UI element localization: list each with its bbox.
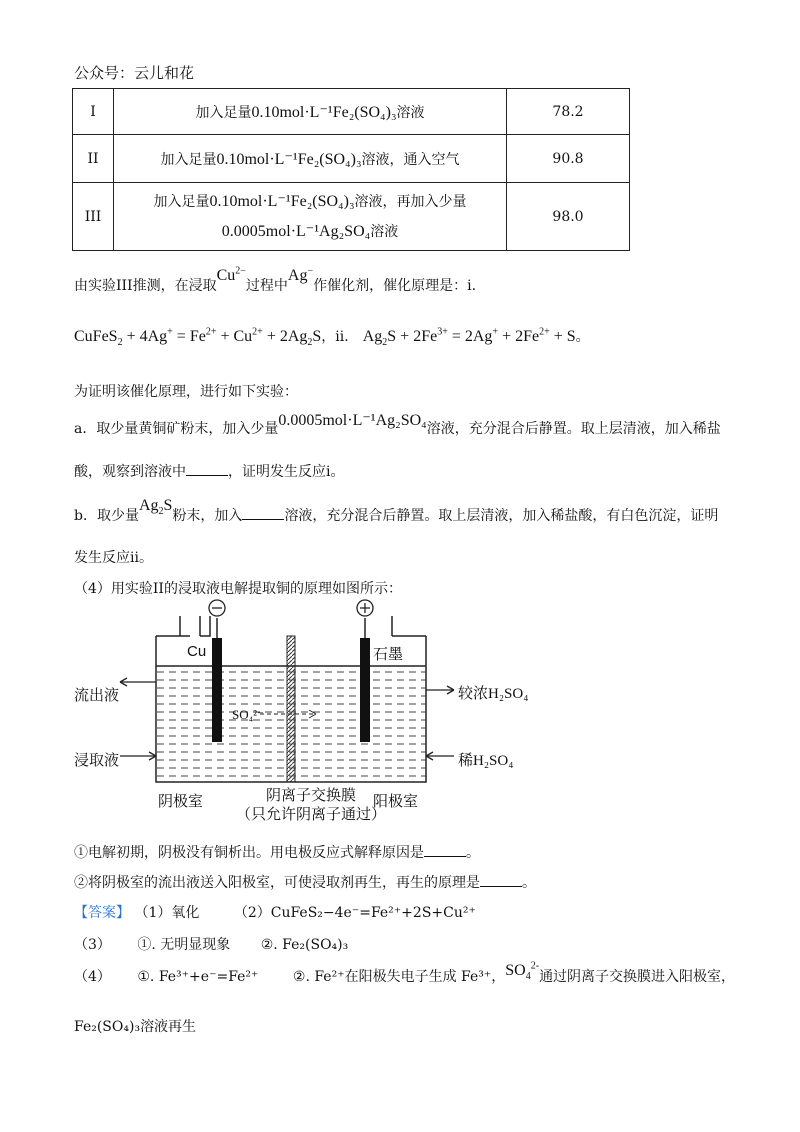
anion-exchange-membrane (287, 636, 295, 782)
row-condition: 加入足量0.10mol·L⁻¹Fe₂(SO₄)₃溶液，通入空气 (114, 135, 507, 183)
table-row (73, 135, 630, 183)
equation-i: CuFeS$_2$ + $4Ag^+ = Fe^{2+} + Cu^{2+} + 2Ag_2S$ (74, 326, 322, 349)
table-row (73, 183, 630, 251)
answer-blank[interactable] (480, 872, 522, 887)
experiment-a-line2: 酸，观察到溶液中 ，证明发生反应i。 (74, 461, 344, 481)
experiment-a: a．取少量黄铜矿粉末，加入少量0.0005mol·L⁻¹Ag₂SO₄溶液，充分混合后静置。取上层清液，加入稀盐 (74, 412, 721, 437)
row-id: I (73, 89, 114, 135)
cu-label: Cu (187, 643, 207, 660)
page-header: 公众号：云儿和花 (74, 65, 195, 82)
dense-acid-label: 较浓H₂SO₄ (458, 686, 529, 702)
row-id: II (73, 135, 114, 183)
sub-question-1: ①电解初期，阴极没有铜析出。用电极反应式解释原因是 。 (74, 842, 480, 862)
answer-line-1: 【答案】 （1）氧化 （2）CuFeS₂−4e⁻=Fe²⁺+2S+Cu²⁺ (74, 905, 476, 921)
answer-blank[interactable] (424, 842, 466, 857)
outflow-label: 流出液 (74, 687, 120, 704)
cathode-room-label: 阴极室 (158, 793, 204, 810)
question-4: （4）用实验II的浸取液电解提取铜的原理如图所示： (74, 581, 402, 597)
experiment-b: b．取少量$Ag_2S$粉末，加入 溶液，充分混合后静置。取上层清液，加入稀盐酸，有白色沉淀，证明 (74, 497, 719, 524)
membrane-note: （只允许阴离子通过） (236, 806, 387, 823)
answer-tag: 【答案】 (74, 905, 130, 921)
row-condition: 加入足量0.10mol·L⁻¹Fe₂(SO₄)₃溶液 (114, 89, 507, 135)
sub-question-2: ②将阴极室的流出液送入阳极室，可使浸取剂再生，再生的原理是 。 (74, 872, 536, 892)
catalysis-equations: CuFeS$_2$ + $4Ag^+ = Fe^{2+} + Cu^{2+} + 2Ag_2S$，ⅱ． $Ag_2S + 2Fe^{3+} = 2Ag^+ + 2Fe^{2+} + S$。 (74, 326, 590, 349)
row-id: III (73, 183, 114, 251)
row-value: 90.8 (507, 135, 630, 183)
sulfate-label: SO₄²⁻ (232, 707, 264, 722)
table-row (73, 89, 630, 135)
cu-electrode (212, 638, 222, 742)
answer-blank[interactable] (186, 461, 228, 476)
leach-label: 浸取液 (74, 752, 120, 769)
experiment-table (72, 88, 630, 251)
experiment-b-line2: 发生反应ⅱ。 (74, 550, 153, 566)
graphite-electrode (360, 638, 370, 742)
proof-intro: 为证明该催化原理，进行如下实验： (74, 384, 298, 400)
answer-blank[interactable] (242, 505, 284, 520)
row-value: 78.2 (507, 89, 630, 135)
row-condition: 加入足量0.10mol·L⁻¹Fe₂(SO₄)₃溶液，再加入少量 0.0005mol·L⁻¹Ag₂SO₄溶液 (114, 183, 507, 251)
row-value: 98.0 (507, 183, 630, 251)
anode-room-label: 阳极室 (373, 793, 419, 810)
graphite-label: 石墨 (373, 646, 404, 663)
dilute-acid-label: 稀H₂SO₄ (458, 753, 514, 769)
equation-ii: $Ag_2S + 2Fe^{3+} = 2Ag^+ + 2Fe^{2+} + S$ (362, 326, 576, 349)
answer-line-4: （4） ①. Fe³⁺+e⁻=Fe²⁺ ②. Fe²⁺在阳极失电子生成 Fe³⁺，$SO_4^{2-}$通过阴离子交换膜进入阳极室， (74, 960, 736, 985)
membrane-label: 阴离子交换膜 (266, 787, 357, 804)
answer-line-5: Fe₂(SO₄)₃溶液再生 (74, 1019, 197, 1035)
inference-paragraph: 由实验III推测，在浸取$Cu^{2-}$过程中Ag−作催化剂，催化原理是：i. (74, 265, 477, 294)
answer-line-3: （3） ①. 无明显现象 ②. Fe₂(SO₄)₃ (74, 937, 349, 953)
